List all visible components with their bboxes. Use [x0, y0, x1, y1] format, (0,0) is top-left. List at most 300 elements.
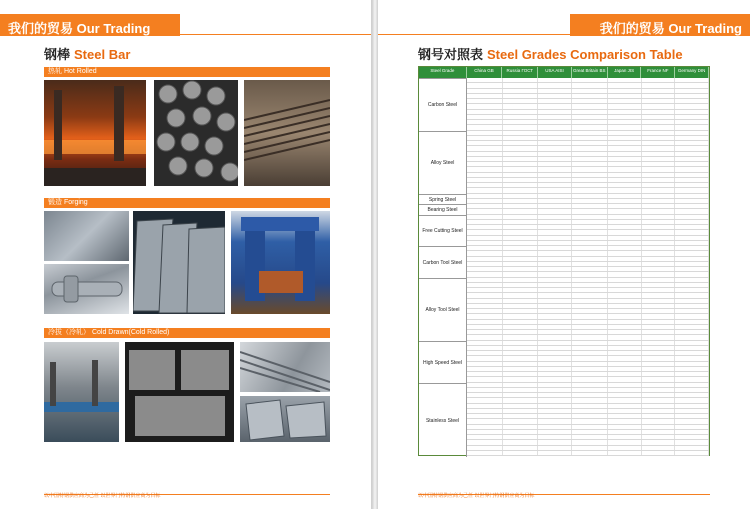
table-header-cell: Japan JIS	[608, 67, 642, 78]
table-cell	[572, 341, 608, 345]
table-cell	[572, 236, 608, 240]
table-cell	[642, 272, 676, 276]
table-cell	[608, 209, 642, 213]
table-cell	[503, 99, 539, 103]
table-cell	[572, 215, 608, 219]
table-cell	[675, 99, 709, 103]
right-page	[378, 0, 750, 509]
table-cell	[675, 409, 709, 413]
table-cell	[572, 141, 608, 145]
table-cell	[538, 204, 572, 208]
table-cell	[642, 404, 676, 408]
comparison-table-title-en: Steel Grades Comparison Table	[487, 47, 683, 62]
table-cell	[675, 188, 709, 192]
table-cell	[608, 330, 642, 334]
bar-ends-photo	[154, 80, 238, 186]
steel-group-label: Carbon Steel	[419, 78, 467, 131]
table-cell	[503, 262, 539, 266]
table-cell	[572, 414, 608, 418]
table-cell	[572, 257, 608, 261]
table-cell	[675, 341, 709, 345]
table-cell	[608, 367, 642, 371]
table-header-cell: Germany DIN	[675, 67, 709, 78]
table-cell	[608, 188, 642, 192]
forged-blocks-photo	[44, 211, 129, 261]
table-cell	[467, 362, 503, 366]
table-cell	[538, 230, 572, 234]
table-cell	[642, 446, 676, 450]
table-cell	[538, 225, 572, 229]
table-cell	[675, 299, 709, 303]
table-cell	[642, 367, 676, 371]
table-cell	[572, 430, 608, 434]
table-cell	[538, 157, 572, 161]
table-cell	[503, 293, 539, 297]
table-cell	[675, 330, 709, 334]
table-cell	[572, 167, 608, 171]
table-cell	[572, 367, 608, 371]
table-cell	[608, 325, 642, 329]
table-cell	[467, 393, 503, 397]
table-cell	[608, 225, 642, 229]
table-cell	[608, 309, 642, 313]
table-cell	[467, 425, 503, 429]
table-cell	[608, 320, 642, 324]
table-cell	[572, 446, 608, 450]
forged-shaft-photo	[44, 264, 129, 314]
table-cell	[503, 372, 539, 376]
steel-group-label: Alloy Tool Steel	[419, 278, 467, 341]
table-cell	[608, 194, 642, 198]
table-cell	[503, 440, 539, 444]
table-cell	[642, 293, 676, 297]
table-cell	[572, 178, 608, 182]
table-cell	[642, 304, 676, 308]
table-cell	[642, 152, 676, 156]
table-cell	[572, 272, 608, 276]
table-cell	[503, 246, 539, 250]
table-cell	[572, 409, 608, 413]
table-cell	[572, 209, 608, 213]
table-cell	[642, 241, 676, 245]
table-cell	[572, 346, 608, 350]
table-cell	[642, 178, 676, 182]
table-cell	[608, 178, 642, 182]
table-cell	[675, 146, 709, 150]
table-cell	[675, 236, 709, 240]
table-cell	[503, 388, 539, 392]
table-cell	[503, 356, 539, 360]
table-cell	[467, 419, 503, 423]
steel-bar-title	[44, 44, 130, 63]
table-cell	[675, 293, 709, 297]
table-cell	[467, 293, 503, 297]
table-cell	[538, 152, 572, 156]
table-cell	[503, 299, 539, 303]
bars-illustration	[133, 211, 225, 314]
table-header-cell: Steel Grade	[419, 67, 467, 78]
table-cell	[572, 78, 608, 82]
table-cell	[503, 325, 539, 329]
forged-bars-photo	[133, 211, 225, 314]
table-cell	[572, 199, 608, 203]
right-header-rule	[378, 34, 570, 35]
table-cell	[503, 409, 539, 413]
table-cell	[538, 141, 572, 145]
table-cell	[467, 89, 503, 93]
rebar-stack-photo	[244, 80, 330, 186]
table-cell	[675, 304, 709, 308]
table-cell	[538, 320, 572, 324]
table-cell	[538, 194, 572, 198]
table-cell	[572, 314, 608, 318]
table-cell	[642, 167, 676, 171]
table-cell	[538, 398, 572, 402]
left-header-rule	[180, 34, 371, 35]
table-cell	[608, 435, 642, 439]
table-cell	[503, 377, 539, 381]
table-cell	[467, 204, 503, 208]
table-cell	[608, 314, 642, 318]
table-cell	[538, 199, 572, 203]
table-cell	[467, 194, 503, 198]
table-cell	[538, 299, 572, 303]
table-cell	[642, 288, 676, 292]
table-cell	[675, 125, 709, 129]
table-cell	[467, 414, 503, 418]
table-cell	[675, 209, 709, 213]
table-cell	[642, 346, 676, 350]
table-cell	[503, 115, 539, 119]
table-cell	[503, 178, 539, 182]
table-cell	[503, 341, 539, 345]
drawing-line-illustration	[44, 342, 119, 442]
table-cell	[675, 204, 709, 208]
table-cell	[675, 262, 709, 266]
table-cell	[467, 283, 503, 287]
table-cell	[538, 377, 572, 381]
table-cell	[467, 409, 503, 413]
steel-group-label: Free Cutting Steel	[419, 215, 467, 247]
table-cell	[538, 104, 572, 108]
table-cell	[608, 220, 642, 224]
table-cell	[642, 320, 676, 324]
table-cell	[642, 393, 676, 397]
steel-grades-table	[418, 66, 710, 456]
table-cell	[675, 220, 709, 224]
table-cell	[642, 131, 676, 135]
table-cell	[572, 262, 608, 266]
table-cell	[642, 409, 676, 413]
table-cell	[467, 178, 503, 182]
bright-bars-photo	[240, 342, 330, 392]
table-cell	[642, 173, 676, 177]
steel-group-label: Stainless Steel	[419, 383, 467, 457]
steel-group-label: High Speed Steel	[419, 341, 467, 383]
table-cell	[572, 115, 608, 119]
table-cell	[642, 419, 676, 423]
table-cell	[467, 278, 503, 282]
table-cell	[572, 194, 608, 198]
table-cell	[572, 435, 608, 439]
forging-band: 锻造 Forging	[44, 198, 330, 208]
table-cell	[467, 209, 503, 213]
table-cell	[642, 99, 676, 103]
table-cell	[675, 430, 709, 434]
table-header-row	[419, 67, 709, 78]
table-cell	[467, 367, 503, 371]
table-cell	[642, 299, 676, 303]
table-cell	[467, 309, 503, 313]
table-cell	[642, 94, 676, 98]
table-cell	[608, 157, 642, 161]
table-cell	[572, 320, 608, 324]
table-cell	[642, 341, 676, 345]
table-cell	[503, 131, 539, 135]
table-cell	[503, 435, 539, 439]
table-cell	[675, 325, 709, 329]
table-cell	[538, 267, 572, 271]
steel-bar-title-en: Steel Bar	[74, 47, 131, 62]
table-cell	[538, 78, 572, 82]
table-cell	[642, 136, 676, 140]
table-cell	[538, 414, 572, 418]
table-cell	[467, 398, 503, 402]
comparison-table-title	[418, 44, 683, 63]
table-cell	[675, 356, 709, 360]
table-cell	[467, 246, 503, 250]
table-cell	[538, 341, 572, 345]
table-cell	[538, 125, 572, 129]
table-cell	[538, 272, 572, 276]
table-cell	[608, 125, 642, 129]
table-cell	[608, 152, 642, 156]
table-cell	[467, 446, 503, 450]
table-cell	[675, 362, 709, 366]
table-cell	[467, 120, 503, 124]
table-cell	[642, 246, 676, 250]
table-cell	[467, 320, 503, 324]
table-cell	[538, 346, 572, 350]
table-cell	[467, 152, 503, 156]
table-cell	[467, 188, 503, 192]
table-cell	[538, 215, 572, 219]
table-cell	[538, 330, 572, 334]
table-cell	[538, 325, 572, 329]
table-cell	[572, 94, 608, 98]
table-cell	[503, 152, 539, 156]
table-cell	[572, 440, 608, 444]
table-cell	[642, 194, 676, 198]
table-cell	[503, 183, 539, 187]
table-cell	[642, 430, 676, 434]
table-cell	[675, 157, 709, 161]
table-cell	[572, 183, 608, 187]
table-cell	[503, 288, 539, 292]
table-cell	[675, 320, 709, 324]
table-cell	[675, 251, 709, 255]
table-cell	[675, 152, 709, 156]
table-cell	[503, 351, 539, 355]
table-cell	[608, 78, 642, 82]
table-cell	[572, 157, 608, 161]
table-cell	[538, 383, 572, 387]
table-cell	[503, 94, 539, 98]
table-cell	[538, 246, 572, 250]
table-cell	[675, 136, 709, 140]
forging-press-photo	[231, 211, 330, 314]
table-cell	[467, 262, 503, 266]
table-cell	[538, 241, 572, 245]
table-cell	[467, 383, 503, 387]
table-cell	[467, 267, 503, 271]
table-row	[467, 451, 709, 456]
table-cell	[503, 278, 539, 282]
table-cell	[538, 167, 572, 171]
table-cell	[503, 404, 539, 408]
table-cell	[608, 99, 642, 103]
table-cell	[572, 162, 608, 166]
table-cell	[608, 304, 642, 308]
left-page	[0, 0, 372, 509]
table-cell	[503, 136, 539, 140]
table-cell	[608, 404, 642, 408]
table-cell	[675, 162, 709, 166]
table-cell	[538, 188, 572, 192]
cold-drawn-bundles-photo	[125, 342, 234, 442]
table-cell	[642, 388, 676, 392]
table-cell	[503, 120, 539, 124]
table-cell	[572, 362, 608, 366]
table-cell	[608, 241, 642, 245]
table-cell	[572, 398, 608, 402]
table-cell	[642, 209, 676, 213]
table-cell	[608, 398, 642, 402]
table-cell	[675, 215, 709, 219]
table-cell	[467, 440, 503, 444]
table-cell	[467, 162, 503, 166]
table-cell	[503, 236, 539, 240]
table-cell	[503, 414, 539, 418]
table-cell	[675, 388, 709, 392]
table-cell	[675, 94, 709, 98]
table-cell	[608, 204, 642, 208]
table-cell	[572, 120, 608, 124]
table-cell	[675, 246, 709, 250]
drawing-line-photo	[44, 342, 119, 442]
table-cell	[467, 199, 503, 203]
table-cell	[467, 377, 503, 381]
table-cell	[675, 278, 709, 282]
table-cell	[642, 440, 676, 444]
table-cell	[608, 299, 642, 303]
square-bars-photo	[240, 396, 330, 442]
table-cell	[538, 209, 572, 213]
table-cell	[467, 136, 503, 140]
table-cell	[675, 131, 709, 135]
table-cell	[608, 104, 642, 108]
table-cell	[503, 194, 539, 198]
table-cell	[675, 335, 709, 339]
table-cell	[675, 241, 709, 245]
table-cell	[467, 215, 503, 219]
table-cell	[467, 314, 503, 318]
table-cell	[572, 230, 608, 234]
table-cell	[572, 283, 608, 287]
table-cell	[503, 220, 539, 224]
table-cell	[467, 167, 503, 171]
table-cell	[675, 89, 709, 93]
table-cell	[467, 115, 503, 119]
table-cell	[642, 435, 676, 439]
table-cell	[608, 162, 642, 166]
table-cell	[467, 94, 503, 98]
table-cell	[675, 230, 709, 234]
table-cell	[572, 83, 608, 87]
table-cell	[503, 173, 539, 177]
steel-bar-title-cn: 钢棒	[44, 47, 71, 62]
table-cell	[608, 288, 642, 292]
cold-drawn-band: 冷拔（冷轧） Cold Drawn(Cold Rolled)	[44, 328, 330, 338]
table-cell	[503, 430, 539, 434]
table-cell	[608, 283, 642, 287]
table-cell	[572, 404, 608, 408]
table-cell	[642, 78, 676, 82]
table-cell	[675, 309, 709, 313]
table-cell	[467, 325, 503, 329]
table-cell	[467, 225, 503, 229]
table-cell	[642, 162, 676, 166]
table-cell	[608, 183, 642, 187]
table-cell	[642, 251, 676, 255]
table-cell	[642, 262, 676, 266]
table-cell	[642, 325, 676, 329]
table-cell	[538, 146, 572, 150]
table-cell	[572, 309, 608, 313]
table-cell	[642, 257, 676, 261]
square-bars-illustration	[240, 396, 330, 442]
table-cell	[467, 241, 503, 245]
table-cell	[572, 136, 608, 140]
table-cell	[572, 251, 608, 255]
rebar-illustration	[244, 80, 330, 186]
table-cell	[467, 220, 503, 224]
table-cell	[675, 194, 709, 198]
table-cell	[608, 383, 642, 387]
table-cell	[675, 225, 709, 229]
table-cell	[538, 435, 572, 439]
table-cell	[467, 157, 503, 161]
table-cell	[608, 393, 642, 397]
table-cell	[503, 141, 539, 145]
table-cell	[608, 335, 642, 339]
table-cell	[503, 446, 539, 450]
table-cell	[503, 225, 539, 229]
table-cell	[608, 236, 642, 240]
table-cell	[608, 141, 642, 145]
table-cell	[675, 446, 709, 450]
table-cell	[675, 377, 709, 381]
table-cell	[675, 414, 709, 418]
table-cell	[538, 425, 572, 429]
table-cell	[572, 288, 608, 292]
table-cell	[572, 267, 608, 271]
table-cell	[538, 304, 572, 308]
right-header-bar	[570, 14, 750, 36]
table-cell	[572, 304, 608, 308]
bundles-illustration	[125, 342, 234, 442]
table-cell	[675, 110, 709, 114]
